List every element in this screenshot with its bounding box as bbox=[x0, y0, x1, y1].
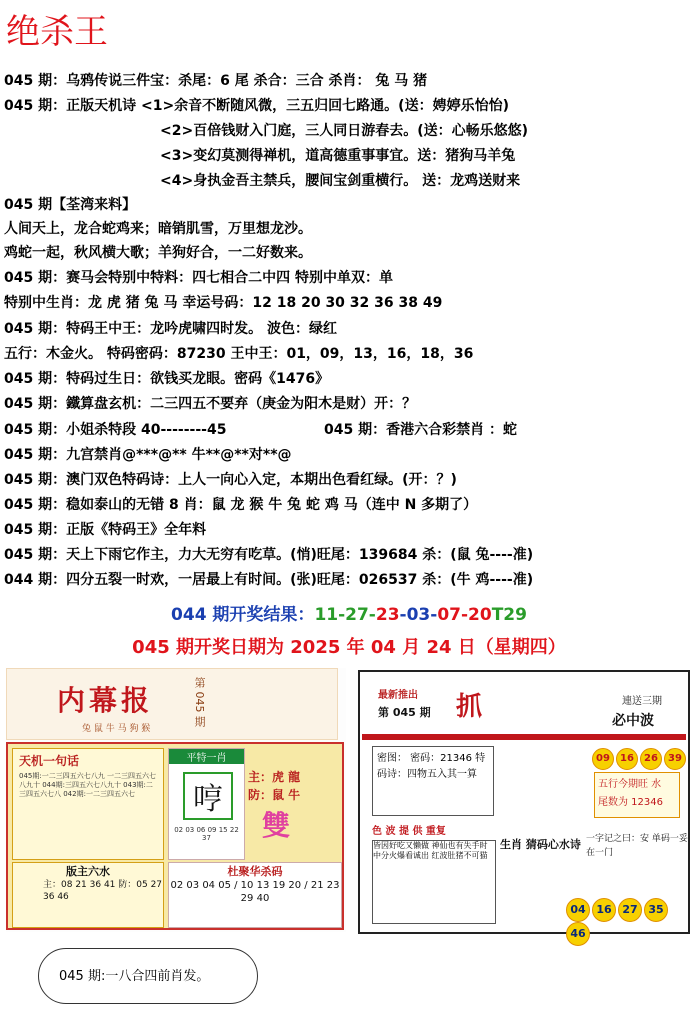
line-text: <4>身执金吾主禁兵，腰间宝剑重横行。 送：龙鸡送财来 bbox=[160, 173, 521, 189]
line-text: 特码王中王：龙吟虎啸四时发。 波色：绿红 bbox=[66, 321, 337, 337]
line-text: 四分五裂一时欢，一居最上有时间。(张)旺尾：026537 杀：(牛 鸡----准) bbox=[66, 572, 534, 588]
number-ball: 27 bbox=[618, 898, 642, 922]
line-prefix: 045 期： bbox=[4, 522, 67, 538]
cell-banzhu-title: 版主六水 bbox=[66, 865, 110, 878]
cell-banzhu-nums: 主：08 21 36 41 防：05 27 36 46 bbox=[43, 880, 163, 902]
line-prefix: 045 期： bbox=[4, 371, 67, 387]
result-n4: 07-20 bbox=[437, 605, 492, 625]
line-prefix: 045 期： bbox=[4, 73, 67, 89]
text-line bbox=[4, 318, 337, 340]
right-r1: 連送三期 bbox=[622, 696, 662, 707]
text-line bbox=[160, 145, 515, 167]
line-text: <3>变幻莫测得禅机，道高德重事事宜。送：猪狗马羊兔 bbox=[160, 148, 516, 164]
right-cols: 皆因好吃又懒做 神仙也有失手时 中分火爆看诚出 红波肚猪不可猫 bbox=[372, 840, 496, 924]
cell-tianji-text: 045期:一二三四五六七八九 一二三四五六七八九十 044期:三四五六七八九十 043期:二三四五六七八 042期:一二三四五六七 bbox=[19, 772, 156, 798]
paper-grid bbox=[6, 742, 344, 930]
text-line bbox=[4, 343, 473, 365]
line-text: 天上下雨它作主，力大无穷有吃草。(悄)旺尾：139684 杀：(鼠 兔----准) bbox=[66, 547, 534, 563]
line-text: 正版《特码王》全年料 bbox=[66, 522, 207, 538]
text-line bbox=[4, 242, 312, 264]
cell-fang: 防：鼠 牛 bbox=[248, 788, 301, 802]
line-text: 乌鸦传说三件宝：杀尾：6 尾 杀合：三合 杀肖： 兔 马 猪 bbox=[66, 73, 428, 89]
line-prefix: 045 期： bbox=[4, 321, 67, 337]
line-prefix: 045 期： bbox=[4, 472, 67, 488]
text-line bbox=[4, 292, 442, 314]
number-ball: 39 bbox=[664, 748, 686, 770]
line-text: 鸡蛇一起，秋风横大歌；羊狗好合，一二好数来。 bbox=[4, 245, 312, 261]
text-line bbox=[4, 444, 292, 466]
result-tail: T29 bbox=[491, 605, 527, 625]
line-text: 正版天机诗 <1>余音不断随风微，三五归回七路通。(送：娉婷乐怡怡) bbox=[66, 98, 509, 114]
line-prefix: 045 期： bbox=[4, 422, 67, 438]
line-prefix: 045 期： bbox=[4, 396, 67, 412]
cell-shuang: 雙 bbox=[262, 809, 291, 842]
line-text: 人间天上，龙合蛇鸡来；暗销肌雪，万里想龙沙。 bbox=[4, 221, 312, 237]
right-wx2: 尾数为 12346 bbox=[598, 797, 663, 808]
cell-banzhu bbox=[12, 862, 164, 928]
number-ball: 09 bbox=[592, 748, 614, 770]
line-text: 澳门双色特码诗：上人一向心入定，本期出色看红绿。(开：？) bbox=[66, 472, 457, 488]
line-prefix: 045 期： bbox=[4, 547, 67, 563]
draw-date: 045 期开奖日期为 2025 年 04 月 24 日（星期四） bbox=[132, 637, 566, 658]
line-text: 赛马会特别中特料：四七相合二中四 特别中单双：单 bbox=[66, 270, 393, 286]
cell-pingte-title: 平特一肖 bbox=[169, 749, 244, 764]
right-big-char: 抓 bbox=[456, 692, 483, 722]
text-line bbox=[4, 95, 509, 117]
line-text: 特码过生日：欲钱买龙眼。密码《1476》 bbox=[66, 371, 330, 387]
cell-tianji-title: 天机一句话 bbox=[19, 754, 80, 768]
line-text: 稳如泰山的无错 8 肖：鼠 龙 猴 牛 兔 蛇 鸡 马（连中 N 多期了） bbox=[66, 497, 478, 513]
line-text: 鐵算盘玄机：二三四五不要弃（庚金为阳木是财）开：？ bbox=[66, 396, 417, 412]
number-ball: 04 bbox=[566, 898, 590, 922]
right-issue: 第 045 期 bbox=[378, 706, 431, 719]
text-line bbox=[4, 419, 517, 441]
line-prefix: 044 期： bbox=[4, 572, 67, 588]
page-title: 绝杀王 bbox=[6, 12, 108, 52]
right-mid: 生肖 猜码心水诗 bbox=[500, 838, 581, 851]
right-wuxing bbox=[594, 772, 680, 818]
cell-zhu: 主：虎 龍 bbox=[248, 770, 301, 784]
text-line bbox=[4, 494, 477, 516]
cell-shama-nums: 02 03 04 05 / 10 13 19 20 / 21 23 29 40 bbox=[170, 880, 340, 904]
text-line bbox=[4, 368, 329, 390]
cell-shama bbox=[168, 862, 342, 928]
cloud-bubble: 045 期:一八合四前肖发。 bbox=[38, 948, 258, 1004]
text-line bbox=[4, 519, 206, 541]
cell-pingte-nums: 02 03 06 09 15 22 37 bbox=[174, 826, 239, 842]
right-band bbox=[362, 734, 686, 740]
right-note: 一字记之曰：安 单码一妥在一门 bbox=[586, 834, 688, 858]
paper-issue: 第 045 期 bbox=[193, 677, 206, 727]
right-tags: 色 波 提 供 重复 bbox=[372, 826, 446, 837]
number-ball: 35 bbox=[644, 898, 668, 922]
right-balls-bottom bbox=[566, 898, 688, 946]
right-wx1: 五行今期旺 水 bbox=[598, 779, 662, 790]
draw-result bbox=[0, 600, 698, 625]
text-line bbox=[4, 544, 533, 566]
line-prefix: 045 期： bbox=[4, 447, 67, 463]
cell-zhufang bbox=[248, 748, 340, 858]
line-prefix: 045 期： bbox=[4, 497, 67, 513]
paper-sub: 兔 鼠 牛 马 狗 猴 bbox=[82, 724, 151, 734]
text-line bbox=[4, 70, 427, 92]
number-ball: 26 bbox=[640, 748, 662, 770]
line-prefix: 045 期 bbox=[4, 197, 53, 213]
text-line bbox=[160, 170, 520, 192]
hk-line: 045 期：香港六合彩禁肖 ：蛇 bbox=[324, 422, 517, 438]
right-balls-top bbox=[592, 746, 688, 770]
cell-tianji bbox=[12, 748, 164, 860]
line-text: 特别中生肖：龙 虎 猪 兔 马 幸运号码：12 18 20 30 32 36 38 49 bbox=[4, 295, 443, 311]
number-ball: 16 bbox=[592, 898, 616, 922]
text-line bbox=[4, 218, 312, 240]
cell-pingte-big: 哼 bbox=[183, 772, 233, 820]
text-line bbox=[160, 120, 528, 142]
line-prefix: 045 期： bbox=[4, 98, 67, 114]
line-text: <2>百倍钱财入门庭，三人同日游春去。(送：心畅乐悠悠) bbox=[160, 123, 528, 139]
line-text: 小姐杀特段 40--------45 bbox=[66, 422, 227, 438]
right-top: 最新推出 bbox=[378, 690, 418, 701]
number-ball: 16 bbox=[616, 748, 638, 770]
paper-title: 内幕报 bbox=[57, 684, 154, 717]
cell-shama-title: 杜聚华杀码 bbox=[227, 865, 283, 878]
text-line bbox=[4, 569, 533, 591]
text-line bbox=[4, 469, 457, 491]
left-image-panel bbox=[6, 668, 346, 932]
paper-header bbox=[6, 668, 338, 740]
line-prefix: 045 期： bbox=[4, 270, 67, 286]
line-text: 五行：木金火。 特码密码：87230 王中王：01，09，13，16，18，36 bbox=[4, 346, 474, 362]
number-ball: 46 bbox=[566, 922, 590, 946]
text-line bbox=[4, 267, 393, 289]
right-code-box: 密图： 密码：21346 特码诗：四物五入其一算 bbox=[372, 746, 494, 816]
line-text: 【荃湾来料】 bbox=[52, 197, 137, 213]
result-n2: 23 bbox=[375, 605, 400, 625]
text-line bbox=[4, 393, 416, 415]
result-n1: 11-27- bbox=[314, 605, 376, 625]
line-text: 九宫禁肖@***@** 牛**@**对**@ bbox=[66, 447, 292, 463]
right-r2: 必中波 bbox=[612, 713, 654, 729]
text-line bbox=[4, 194, 136, 216]
cell-pingte bbox=[168, 748, 245, 860]
right-image-panel bbox=[358, 670, 690, 940]
result-label: 044 期开奖结果： bbox=[171, 605, 315, 625]
result-n3: -03- bbox=[399, 605, 438, 625]
